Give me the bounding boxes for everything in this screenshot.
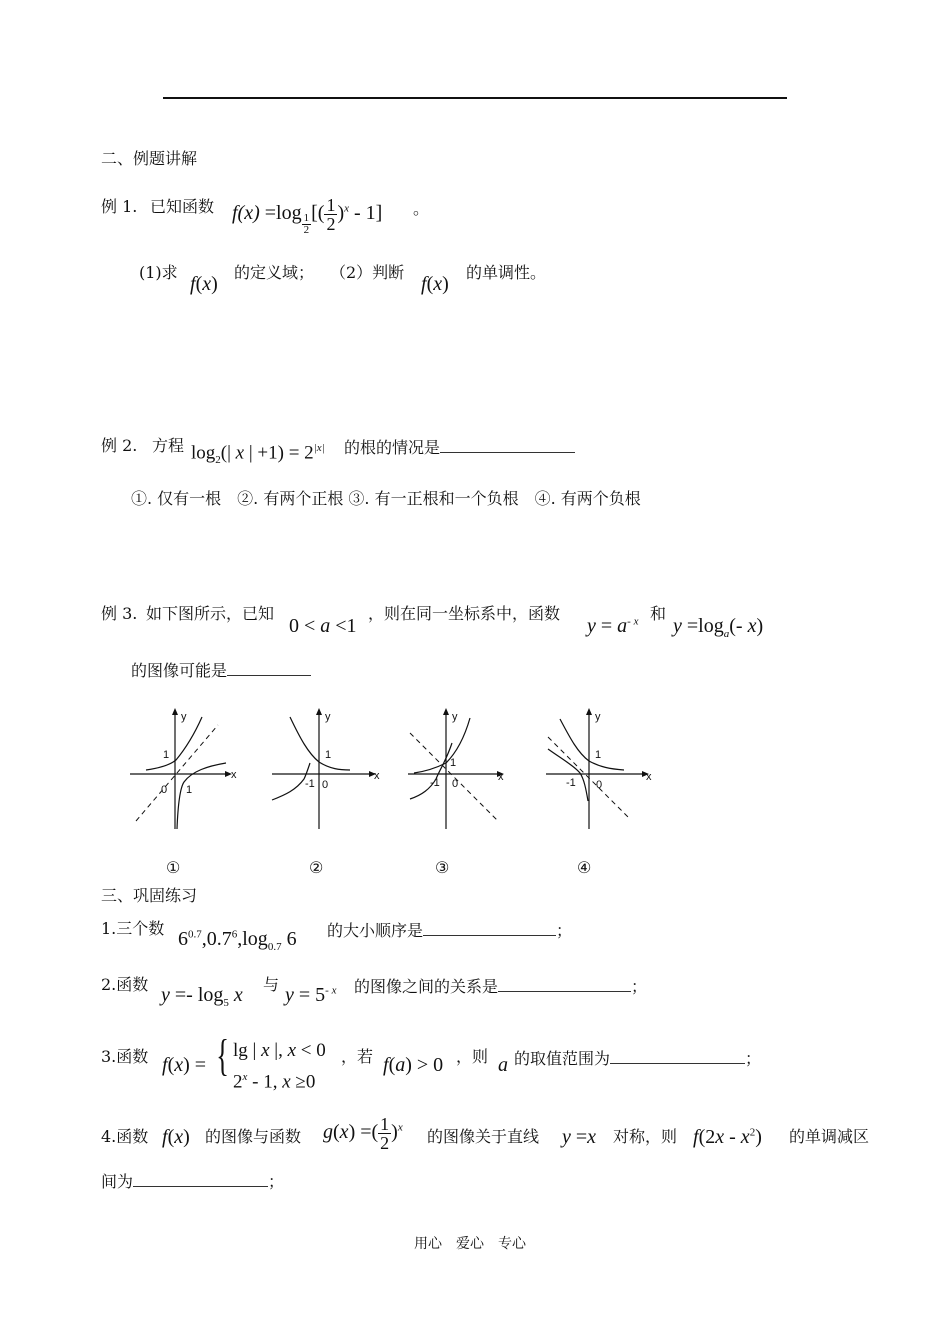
graph-1 [120, 703, 240, 833]
example-3-and: 和 [650, 604, 667, 623]
problem-2-answer-blank[interactable] [498, 975, 631, 992]
graph-2 [260, 703, 390, 833]
problem-3-suffix: 的取值范围为 ； [514, 1049, 762, 1068]
section-title-practice: 三、巩固练习 [101, 886, 198, 905]
example-2-formula: $\log_2(|$ x | $+1) = 2^{|x|}$ [191, 442, 325, 467]
example-3-lead: 如下图所示，已知 [146, 604, 275, 623]
example-1-q1-prefix: (1)求 [139, 263, 178, 282]
problem-4-t2: 的图像关于直线 [427, 1127, 540, 1146]
svg-text:1: 1 [186, 784, 193, 796]
problem-2-suffix: 的图像之间的关系是 ； [354, 977, 648, 996]
example-1-fx-a: f(x) [190, 273, 218, 295]
graph-label-3: ③ [435, 858, 450, 877]
svg-text:y: y [595, 711, 601, 723]
example-2-lead: 方程 [152, 436, 185, 455]
example-2-answer-blank[interactable] [440, 436, 575, 453]
example-3-condition: 0 < a <1 [289, 615, 357, 637]
problem-2-func-b: $y = 5^{- x}$ [285, 984, 337, 1006]
example-1-q2-suffix: 的单调性。 [466, 263, 547, 282]
svg-text:-1: -1 [305, 778, 315, 790]
svg-text:x: x [646, 771, 652, 783]
problem-4-t3: 对称，则 [613, 1127, 678, 1146]
svg-text:0: 0 [596, 779, 603, 791]
svg-text:-1: -1 [566, 777, 576, 789]
example-2-suffix: 的根的情况是 [344, 436, 575, 458]
problem-4-t4: 的单调减区 [789, 1127, 870, 1146]
svg-text:x: x [374, 770, 380, 782]
example-2-label: 例 2. [101, 436, 138, 455]
example-3-label: 例 3. [101, 604, 138, 623]
svg-text:y: y [325, 711, 331, 723]
svg-text:0: 0 [161, 784, 168, 796]
graph-4 [540, 703, 665, 833]
svg-text:x: x [498, 771, 504, 783]
problem-1-formula: $6^{0.7},0.7^6,\log_{0.7}$ 6 [178, 928, 297, 953]
example-1-end: 。 [413, 199, 430, 218]
problem-4-answer-blank[interactable] [133, 1170, 268, 1187]
problem-4-gx: g(x) =( $\frac{1}{2}$ )$^x$ [323, 1114, 403, 1153]
example-3-mid: ，则在同一坐标系中，函数 [368, 604, 561, 623]
problem-3-case-2: 2$^x$ - 1, x ≥0 [233, 1071, 316, 1093]
problem-3-brace: { [216, 1031, 229, 1080]
graph-label-4: ④ [577, 858, 592, 877]
page-footer: 用心 爱心 专心 [414, 1236, 526, 1252]
problem-3-answer-blank[interactable] [610, 1047, 745, 1064]
svg-text:1: 1 [450, 757, 457, 769]
problem-3-fx: f(x) = [162, 1054, 207, 1076]
problem-3-ze: ，则 [456, 1047, 489, 1066]
problem-3-case-1: lg | x |, x < 0 [233, 1040, 326, 1061]
svg-text:y: y [452, 711, 458, 723]
problem-1-lead: 1.三个数 [101, 919, 165, 938]
problem-2-mid: 与 [263, 975, 280, 994]
svg-text:x: x [231, 769, 237, 781]
example-3-answer-blank[interactable] [227, 659, 311, 676]
problem-2-func-a: $y =- \log_5 x$ [161, 984, 243, 1009]
problem-4-fx: f(x) [162, 1126, 190, 1148]
section-title-examples: 二、例题讲解 [101, 149, 198, 168]
svg-text:y: y [181, 711, 187, 723]
problem-3-a: a [498, 1054, 508, 1076]
svg-text:-1: -1 [430, 777, 440, 789]
example-1-fx-b: f(x) [421, 273, 449, 295]
problem-1-answer-blank[interactable] [423, 919, 556, 936]
graph-label-1: ① [166, 858, 181, 877]
svg-text:1: 1 [595, 749, 602, 761]
problem-4-line: y =x [562, 1126, 597, 1148]
problem-4-lead: 4.函数 [101, 1127, 149, 1146]
header-rule [163, 97, 787, 99]
svg-text:0: 0 [322, 779, 329, 791]
problem-4-t1: 的图像与函数 [205, 1127, 302, 1146]
problem-4-line2: 间为 ； [101, 1172, 285, 1191]
svg-text:1: 1 [163, 749, 170, 761]
example-1-formula: f(x) =log $\frac{1}{2}$ [( $\frac{1}{2}$ )$^x$ - 1] [232, 195, 383, 237]
example-3-func-a: $y = a^{- x}$ [587, 615, 639, 637]
example-1-lead: 已知函数 [150, 197, 215, 216]
problem-3-ruo: ，若 [341, 1047, 374, 1066]
graph-3 [400, 703, 520, 833]
example-2-options: ①. 仅有一根 ②. 有两个正根 ③. 有一正根和一个负根 ④. 有两个负根 [131, 489, 641, 508]
svg-text:0: 0 [452, 778, 459, 790]
graph-label-2: ② [309, 858, 324, 877]
problem-1-suffix: 的大小顺序是 ； [327, 921, 573, 940]
example-3-func-b: $y =\log_a(-$ x) [673, 615, 764, 640]
example-1-q1-suffix: 的定义域； [234, 263, 315, 282]
example-1-q2-prefix: （2）判断 [330, 263, 405, 282]
problem-3-lead: 3.函数 [101, 1047, 149, 1066]
example-3-line2: 的图像可能是 [131, 659, 311, 681]
svg-text:1: 1 [325, 749, 332, 761]
problem-4-composite: $f(2x - x^2)$ [693, 1126, 762, 1148]
problem-2-lead: 2.函数 [101, 975, 149, 994]
problem-3-condition: f(a) > 0 [383, 1054, 444, 1076]
example-1-label: 例 1. [101, 197, 138, 216]
